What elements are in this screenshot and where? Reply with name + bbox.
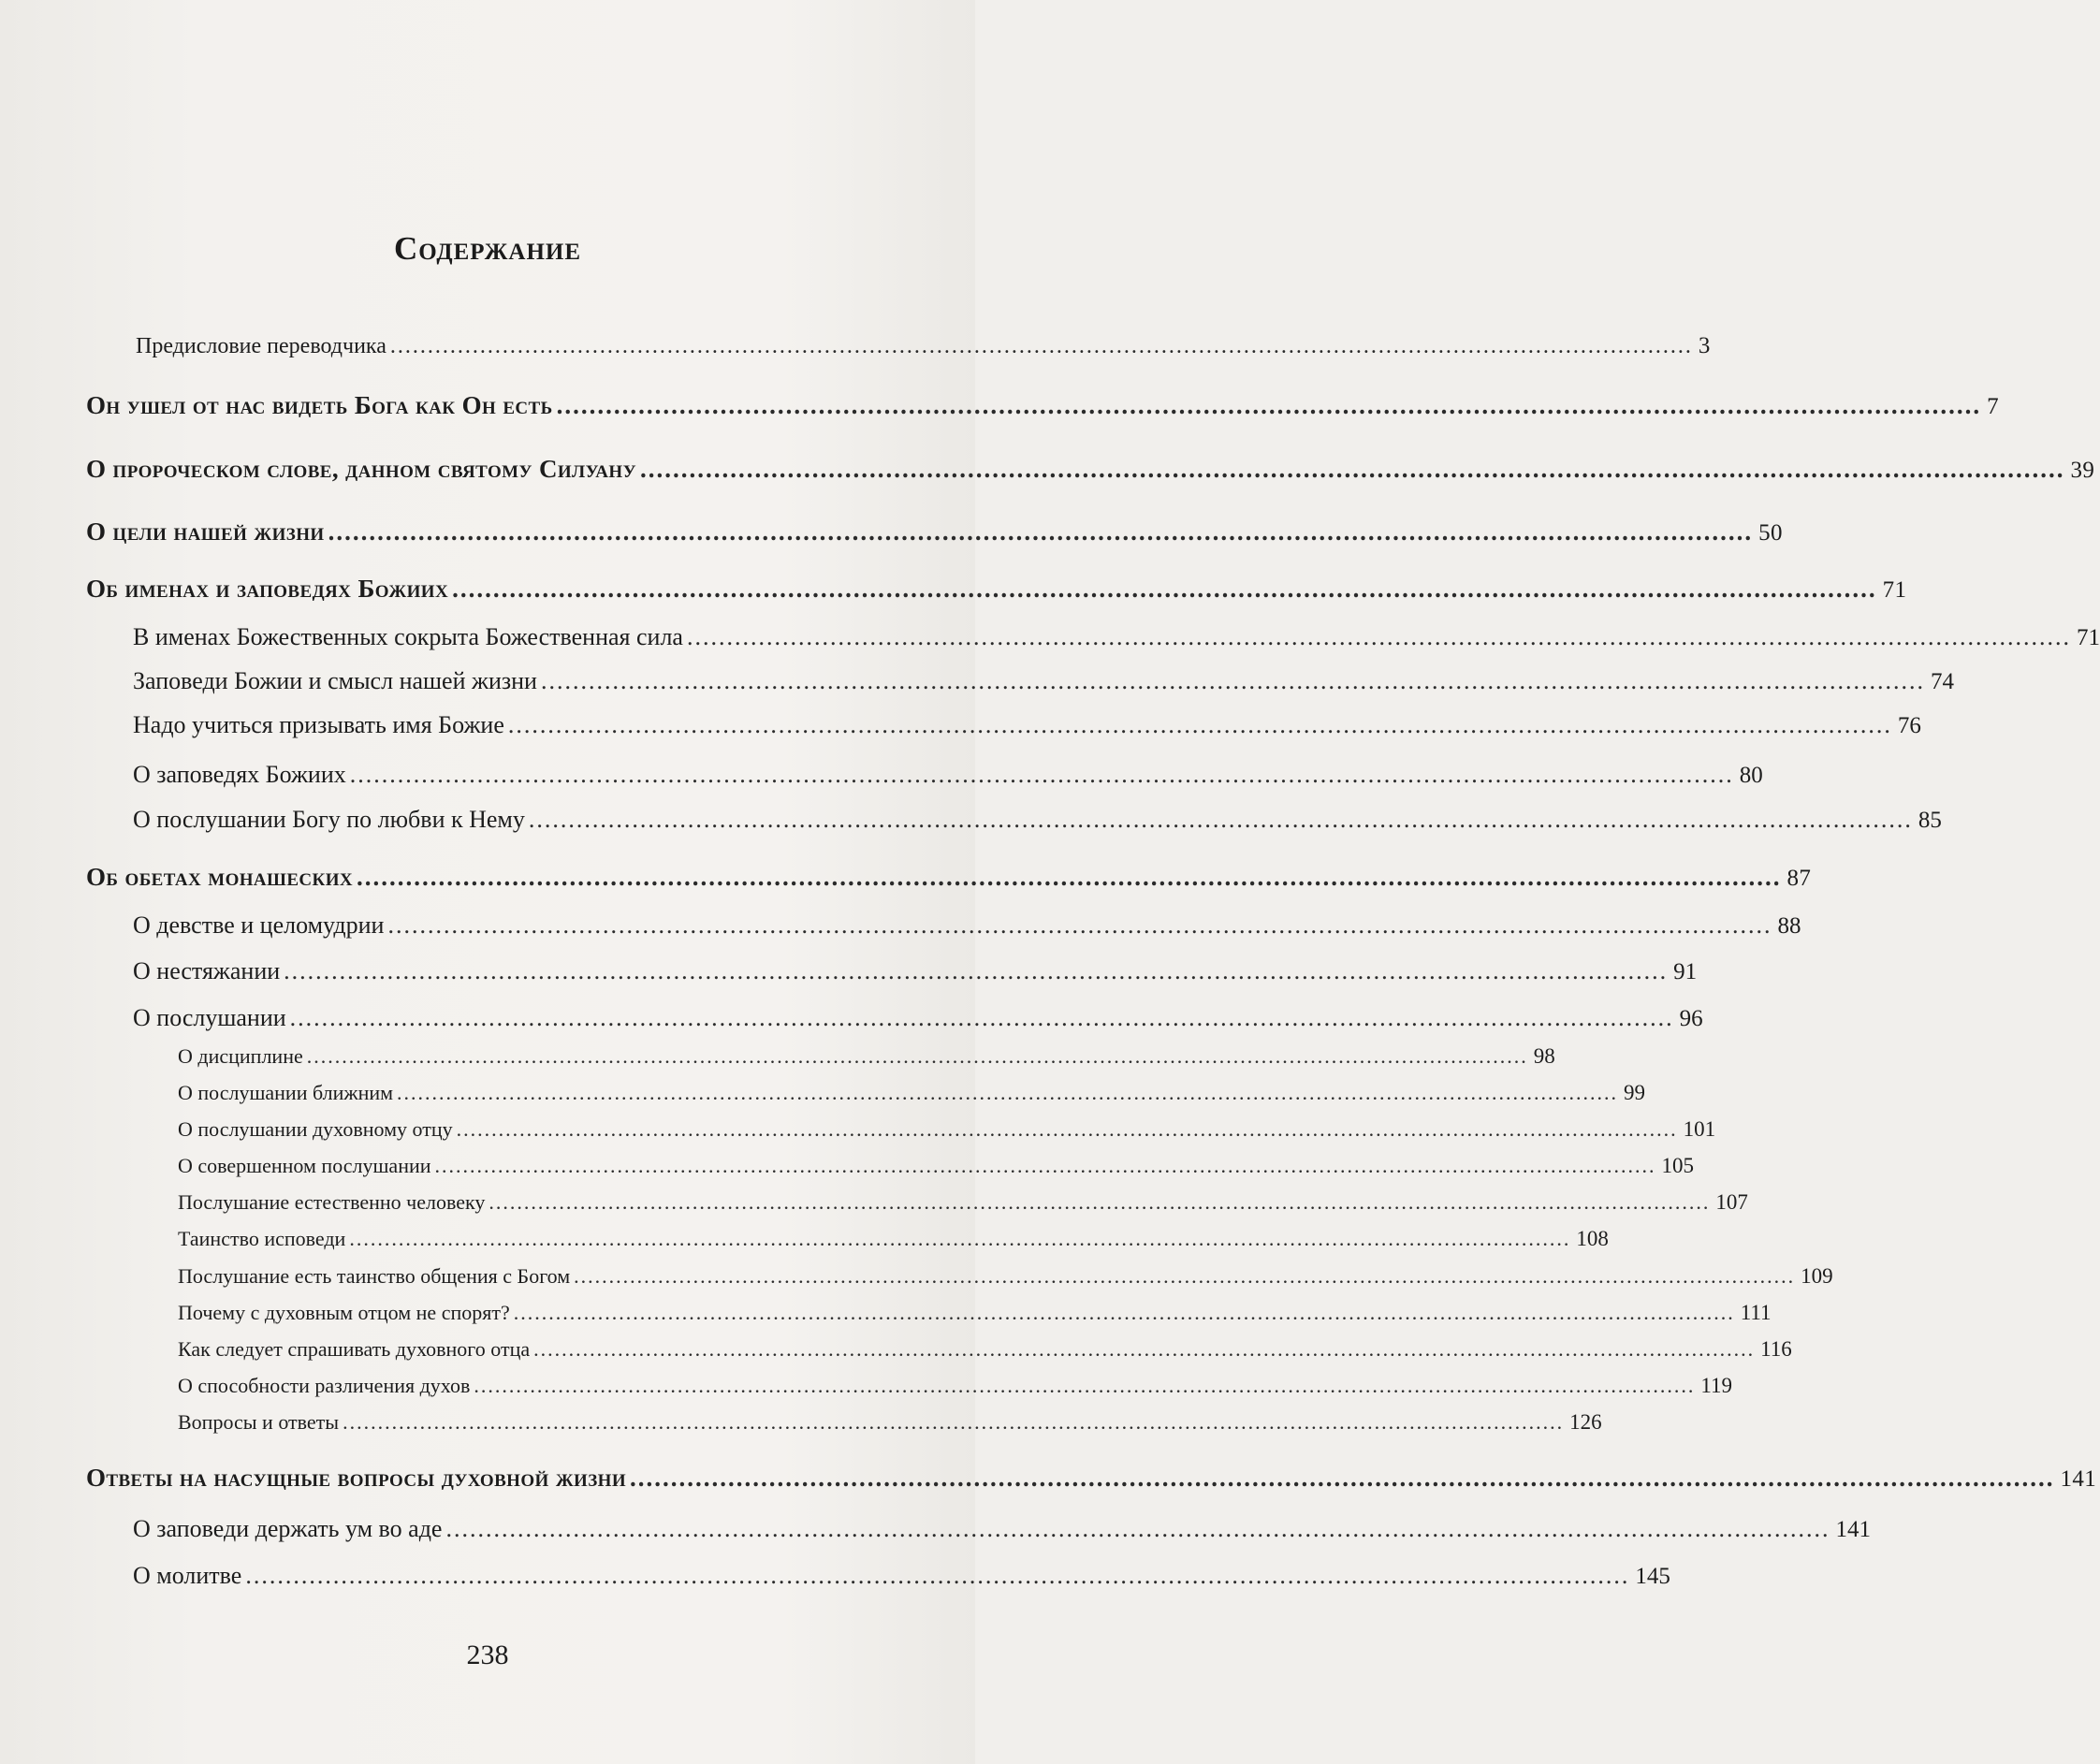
- toc-entry-page: 107: [1715, 1190, 1748, 1214]
- toc-entry-page: 108: [1576, 1227, 1609, 1250]
- toc-entry-label: О дисциплине: [178, 1044, 303, 1068]
- toc-entry-page: 141: [1835, 1517, 1871, 1542]
- toc-entry-label: О пророческом слове, данном святому Силуану: [86, 455, 636, 483]
- toc-entry-label: Об обетах монашеских: [86, 863, 353, 891]
- toc-entry: [178, 1227, 1609, 1251]
- toc-entry-page: 71: [1882, 577, 1907, 603]
- toc-entry-label: Надо учиться призывать имя Божие: [133, 711, 504, 738]
- toc-entry-page: 85: [1918, 808, 1942, 833]
- toc-entry-label: Почему с духовным отцом не спорят?: [178, 1301, 510, 1324]
- toc-leader: ..............................................................................................................................................................................: [639, 455, 2065, 483]
- toc-entry-label: О молитве: [133, 1562, 242, 1589]
- toc-entry-label: О послушании Богу по любви к Нему: [133, 806, 525, 833]
- toc-entry-page: 7: [1987, 394, 1999, 419]
- toc-entry-label: Он ушел от нас видеть Бога как Он есть: [86, 391, 553, 419]
- toc-leader: ..............................................................................................................................................................................: [556, 391, 1982, 419]
- toc-entry-page: 119: [1700, 1374, 1733, 1397]
- toc-entry-label: Об именах и заповедях Божиих: [86, 575, 449, 603]
- toc-entry-page: 101: [1683, 1117, 1716, 1141]
- toc-entry-label: Заповеди Божии и смысл нашей жизни: [133, 667, 537, 694]
- toc-entry: [133, 1515, 1871, 1543]
- toc-entry: [178, 1410, 1602, 1435]
- toc-entry: [178, 1301, 1772, 1325]
- toc-entry-label: О послушании ближним: [178, 1081, 394, 1104]
- toc-entry-label: Таинство исповеди: [178, 1227, 346, 1250]
- toc-entry-label: Вопросы и ответы: [178, 1410, 340, 1434]
- toc-entry: [178, 1337, 1792, 1362]
- toc-entry-page: 96: [1679, 1006, 1703, 1031]
- toc-entry-page: 87: [1786, 866, 1812, 891]
- toc-leader: ..............................................................................................................................................................................: [513, 1301, 1735, 1324]
- toc-leader: ..............................................................................................................................................................................: [456, 1117, 1678, 1141]
- toc-entry: [86, 391, 1999, 420]
- toc-entry: [133, 1004, 1703, 1032]
- toc-entry: [178, 1154, 1695, 1178]
- toc-entry-page: 99: [1624, 1081, 1646, 1104]
- toc-leader: ..............................................................................................................................................................................: [630, 1464, 2055, 1492]
- toc-leader: ..............................................................................................................................................................................: [452, 575, 1877, 603]
- toc-entry-page: 88: [1777, 913, 1801, 939]
- toc-entry: [178, 1374, 1733, 1398]
- toc-entry: [86, 863, 1812, 892]
- toc-entry-page: 71: [2076, 625, 2100, 650]
- toc-entry-page: 91: [1673, 959, 1698, 984]
- toc-entry-label: О послушании духовному отцу: [178, 1117, 453, 1141]
- toc-entry-label: О цели нашей жизни: [86, 518, 325, 546]
- toc-entry-page: 3: [1698, 333, 1711, 358]
- toc-entry-page: 50: [1758, 520, 1783, 546]
- toc-entry-page: 80: [1739, 763, 1763, 788]
- toc-entry: [86, 1464, 2097, 1493]
- toc-entry-page: 116: [1760, 1337, 1792, 1361]
- toc-entry: [133, 667, 1954, 695]
- toc-leader: ..............................................................................................................................................................................: [574, 1264, 1796, 1288]
- toc-entry-label: Послушание естественно человеку: [178, 1190, 486, 1214]
- toc-entry-label: О совершенном послушании: [178, 1154, 431, 1177]
- toc-entry: [178, 1190, 1748, 1215]
- toc-leader: ..............................................................................................................................................................................: [397, 1081, 1619, 1104]
- toc-entry-label: О нестяжании: [133, 957, 281, 984]
- toc-entry-label: О заповеди держать ум во аде: [133, 1515, 443, 1542]
- toc-entry: [133, 1562, 1670, 1590]
- toc-leader: ..............................................................................................................................................................................: [489, 1190, 1711, 1214]
- toc-entry-page: 145: [1635, 1564, 1670, 1589]
- toc-entry-label: О способности различения духов: [178, 1374, 471, 1397]
- toc-leader: ..............................................................................................................................................................................: [349, 761, 1734, 788]
- toc-entry-page: 105: [1661, 1154, 1695, 1177]
- toc-leader: ..............................................................................................................................................................................: [540, 667, 1925, 694]
- toc-entry: [86, 575, 1907, 604]
- toc-leader: ..............................................................................................................................................................................: [474, 1374, 1696, 1397]
- toc-entry: [133, 957, 1698, 985]
- toc-entry-label: Предисловие переводчика: [136, 334, 386, 358]
- toc-leader: ..............................................................................................................................................................................: [328, 518, 1754, 546]
- toc-leader: ..............................................................................................................................................................................: [343, 1410, 1565, 1434]
- toc-entry: [86, 518, 1783, 547]
- toc-entry-label: Ответы на насущные вопросы духовной жизни: [86, 1464, 626, 1492]
- toc-leader: ..............................................................................................................................................................................: [434, 1154, 1656, 1177]
- toc-entry-label: О послушании: [133, 1004, 286, 1031]
- toc-entry: [178, 1117, 1716, 1142]
- toc-leader: ..............................................................................................................................................................................: [357, 863, 1782, 891]
- toc-entry: [178, 1044, 1555, 1069]
- toc-title: Содержание: [393, 230, 582, 267]
- toc-entry-page: 39: [2070, 458, 2095, 483]
- toc-entry: [136, 333, 1711, 359]
- toc-entry-page: 76: [1897, 713, 1921, 738]
- toc-leader: ..............................................................................................................................................................................: [245, 1562, 1630, 1589]
- toc-entry-label: О девстве и целомудрии: [133, 911, 385, 939]
- toc-entry-label: В именах Божественных сокрыта Божественная сила: [133, 623, 683, 650]
- toc-leader: ..............................................................................................................................................................................: [533, 1337, 1756, 1361]
- toc-leader: ..............................................................................................................................................................................: [507, 711, 1892, 738]
- toc-leader: ..............................................................................................................................................................................: [349, 1227, 1571, 1250]
- toc-entry: [133, 911, 1801, 940]
- toc-entry: [133, 806, 1942, 834]
- toc-entry: [178, 1264, 1833, 1289]
- toc-leader: ..............................................................................................................................................................................: [389, 334, 1693, 358]
- toc-entry: [133, 711, 1921, 739]
- toc-leader: ..............................................................................................................................................................................: [528, 806, 1913, 833]
- toc-leader: ..............................................................................................................................................................................: [284, 957, 1669, 984]
- toc-leader: ..............................................................................................................................................................................: [686, 623, 2071, 650]
- toc-entry-page: 98: [1533, 1044, 1555, 1068]
- toc-entry-page: 141: [2060, 1466, 2097, 1492]
- toc-entry-page: 74: [1930, 669, 1954, 694]
- toc-entry-label: О заповедях Божиих: [133, 761, 346, 788]
- toc-entry: [133, 623, 2100, 651]
- toc-entry-label: Послушание есть таинство общения с Богом: [178, 1264, 571, 1288]
- toc-entry: [178, 1081, 1646, 1105]
- toc-entry-label: Как следует спрашивать духовного отца: [178, 1337, 531, 1361]
- toc-entry: [86, 455, 2095, 484]
- toc-leader: ..............................................................................................................................................................................: [289, 1004, 1674, 1031]
- toc-leader: ..............................................................................................................................................................................: [387, 911, 1772, 939]
- toc-entry-page: 109: [1801, 1264, 1833, 1288]
- toc-entry-page: 126: [1569, 1410, 1602, 1434]
- toc-entry-page: 111: [1740, 1301, 1772, 1324]
- toc-entry: [133, 761, 1763, 789]
- page-number: 238: [466, 1640, 509, 1670]
- toc-leader: ..............................................................................................................................................................................: [445, 1515, 1830, 1542]
- toc-leader: ..............................................................................................................................................................................: [306, 1044, 1528, 1068]
